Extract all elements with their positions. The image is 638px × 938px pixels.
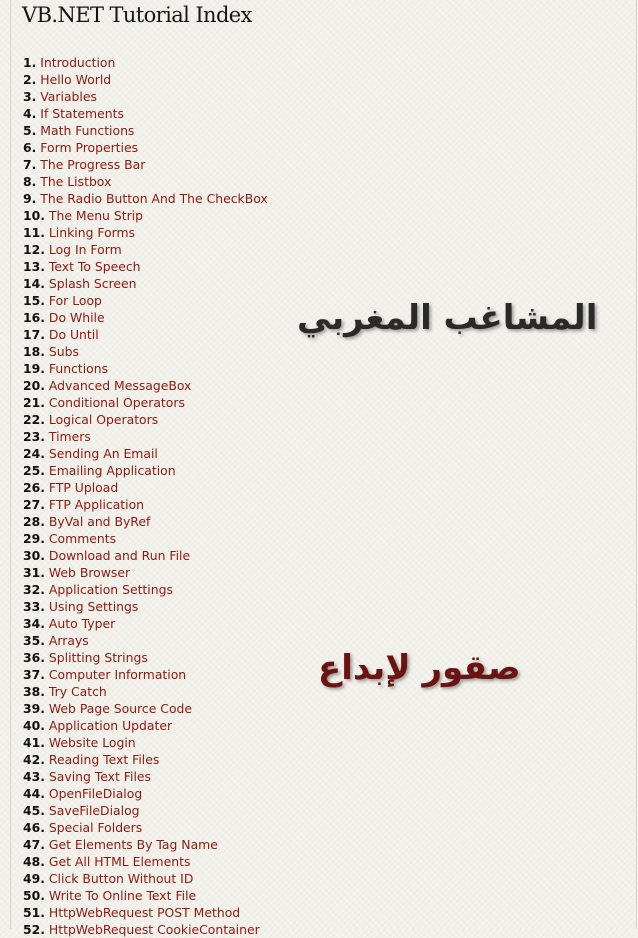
- list-item-number: 20.: [23, 378, 45, 393]
- right-border-line: [636, 0, 637, 929]
- tutorial-link[interactable]: Arrays: [48, 633, 89, 648]
- list-item: [23, 275, 268, 292]
- list-item: [23, 547, 268, 564]
- tutorial-link[interactable]: Math Functions: [40, 123, 135, 138]
- list-item: [23, 54, 268, 71]
- tutorial-link[interactable]: Website Login: [48, 735, 136, 750]
- list-item: [23, 887, 268, 904]
- list-item: [23, 360, 268, 377]
- list-item-number: 32.: [23, 582, 45, 597]
- list-item-number: 41.: [23, 735, 45, 750]
- tutorial-link[interactable]: Subs: [48, 344, 79, 359]
- page-title: VB.NET Tutorial Index: [22, 3, 252, 27]
- tutorial-link[interactable]: Sending An Email: [48, 446, 158, 461]
- tutorial-link[interactable]: Web Browser: [48, 565, 131, 580]
- tutorial-link[interactable]: Functions: [48, 361, 109, 376]
- list-item: [23, 394, 268, 411]
- list-item: [23, 224, 268, 241]
- list-item-number: 14.: [23, 276, 45, 291]
- list-item-number: 5.: [23, 123, 37, 138]
- list-item: [23, 207, 268, 224]
- list-item: [23, 836, 268, 853]
- list-item-number: 36.: [23, 650, 45, 665]
- list-item-number: 13.: [23, 259, 45, 274]
- list-item: [23, 768, 268, 785]
- list-item-number: 24.: [23, 446, 45, 461]
- list-item: [23, 190, 268, 207]
- tutorial-link[interactable]: Special Folders: [48, 820, 143, 835]
- tutorial-link[interactable]: Log In Form: [48, 242, 122, 257]
- list-item-number: 50.: [23, 888, 45, 903]
- list-item: [23, 173, 268, 190]
- list-item: [23, 377, 268, 394]
- list-item-number: 37.: [23, 667, 45, 682]
- list-item-number: 35.: [23, 633, 45, 648]
- list-item: [23, 700, 268, 717]
- list-item-number: 49.: [23, 871, 45, 886]
- tutorial-link[interactable]: Get All HTML Elements: [48, 854, 191, 869]
- list-item-number: 22.: [23, 412, 45, 427]
- list-item-number: 7.: [23, 157, 37, 172]
- list-item: [23, 632, 268, 649]
- list-item: [23, 870, 268, 887]
- tutorial-list: [23, 54, 268, 938]
- list-item: [23, 496, 268, 513]
- tutorial-link[interactable]: HttpWebRequest CookieContainer: [48, 922, 260, 937]
- tutorial-link[interactable]: Application Settings: [48, 582, 173, 597]
- tutorial-link[interactable]: If Statements: [40, 106, 124, 121]
- list-item: [23, 666, 268, 683]
- list-item: [23, 598, 268, 615]
- list-item: [23, 105, 268, 122]
- tutorial-link[interactable]: FTP Upload: [48, 480, 119, 495]
- list-item: [23, 734, 268, 751]
- list-item-number: 9.: [23, 191, 37, 206]
- list-item-number: 16.: [23, 310, 45, 325]
- list-item-number: 29.: [23, 531, 45, 546]
- list-item-number: 12.: [23, 242, 45, 257]
- list-item-number: 42.: [23, 752, 45, 767]
- list-item: [23, 343, 268, 360]
- watermark-text-top: المشاغب المغربي: [297, 298, 598, 338]
- tutorial-link[interactable]: Splash Screen: [48, 276, 137, 291]
- list-item: [23, 564, 268, 581]
- list-item: [23, 615, 268, 632]
- list-item-number: 2.: [23, 72, 37, 87]
- list-item-number: 6.: [23, 140, 37, 155]
- tutorial-link[interactable]: Introduction: [40, 55, 116, 70]
- list-item: [23, 581, 268, 598]
- watermark-text-bottom: صقور لإبداع: [318, 648, 521, 688]
- tutorial-link[interactable]: The Radio Button And The CheckBox: [40, 191, 268, 206]
- list-item-number: 52.: [23, 922, 45, 937]
- tutorial-link[interactable]: Emailing Application: [48, 463, 176, 478]
- list-item: [23, 258, 268, 275]
- list-item: [23, 921, 268, 938]
- tutorial-link[interactable]: Auto Typer: [48, 616, 116, 631]
- list-item: [23, 139, 268, 156]
- list-item: [23, 428, 268, 445]
- list-item: [23, 309, 268, 326]
- tutorial-link[interactable]: Advanced MessageBox: [48, 378, 192, 393]
- list-item-number: 21.: [23, 395, 45, 410]
- list-item-number: 10.: [23, 208, 45, 223]
- tutorial-link[interactable]: Saving Text Files: [48, 769, 151, 784]
- list-item: [23, 326, 268, 343]
- list-item: [23, 241, 268, 258]
- list-item: [23, 530, 268, 547]
- tutorial-link[interactable]: Do While: [48, 310, 105, 325]
- list-item-number: 33.: [23, 599, 45, 614]
- tutorial-link[interactable]: ByVal and ByRef: [48, 514, 151, 529]
- list-item-number: 26.: [23, 480, 45, 495]
- list-item-number: 31.: [23, 565, 45, 580]
- list-item: [23, 445, 268, 462]
- list-item-number: 8.: [23, 174, 37, 189]
- tutorial-link[interactable]: SaveFileDialog: [48, 803, 140, 818]
- tutorial-link[interactable]: OpenFileDialog: [48, 786, 143, 801]
- list-item: [23, 479, 268, 496]
- list-item-number: 27.: [23, 497, 45, 512]
- list-item: [23, 649, 268, 666]
- list-item-number: 34.: [23, 616, 45, 631]
- list-item-number: 18.: [23, 344, 45, 359]
- list-item: [23, 122, 268, 139]
- tutorial-link[interactable]: HttpWebRequest POST Method: [48, 905, 241, 920]
- list-item: [23, 819, 268, 836]
- list-item-number: 23.: [23, 429, 45, 444]
- list-item: [23, 853, 268, 870]
- tutorial-link[interactable]: Using Settings: [48, 599, 139, 614]
- list-item: [23, 751, 268, 768]
- list-item-number: 1.: [23, 55, 37, 70]
- list-item-number: 44.: [23, 786, 45, 801]
- tutorial-link[interactable]: Application Updater: [48, 718, 173, 733]
- list-item-number: 51.: [23, 905, 45, 920]
- tutorial-link[interactable]: Write To Online Text File: [48, 888, 197, 903]
- list-item: [23, 717, 268, 734]
- list-item-number: 11.: [23, 225, 45, 240]
- list-item-number: 3.: [23, 89, 37, 104]
- tutorial-link[interactable]: Do Until: [48, 327, 99, 342]
- list-item: [23, 802, 268, 819]
- tutorial-link[interactable]: Hello World: [40, 72, 112, 87]
- list-item: [23, 785, 268, 802]
- list-item-number: 15.: [23, 293, 45, 308]
- list-item-number: 47.: [23, 837, 45, 852]
- tutorial-link[interactable]: The Progress Bar: [40, 157, 146, 172]
- tutorial-link[interactable]: FTP Application: [48, 497, 145, 512]
- tutorial-link[interactable]: The Listbox: [40, 174, 112, 189]
- tutorial-link[interactable]: Get Elements By Tag Name: [48, 837, 218, 852]
- list-item-number: 38.: [23, 684, 45, 699]
- list-item-number: 28.: [23, 514, 45, 529]
- list-item-number: 43.: [23, 769, 45, 784]
- tutorial-link[interactable]: Web Page Source Code: [48, 701, 193, 716]
- list-item: [23, 411, 268, 428]
- tutorial-link[interactable]: Logical Operators: [48, 412, 159, 427]
- list-item-number: 4.: [23, 106, 37, 121]
- tutorial-link[interactable]: Linking Forms: [48, 225, 136, 240]
- tutorial-link[interactable]: Text To Speech: [48, 259, 141, 274]
- tutorial-link[interactable]: Conditional Operators: [48, 395, 185, 410]
- list-item: [23, 88, 268, 105]
- tutorial-link[interactable]: Variables: [40, 89, 97, 104]
- list-item: [23, 462, 268, 479]
- list-item: [23, 904, 268, 921]
- list-item: [23, 71, 268, 88]
- tutorial-link[interactable]: Splitting Strings: [48, 650, 148, 665]
- tutorial-link[interactable]: Form Properties: [40, 140, 139, 155]
- left-border-line: [10, 0, 11, 929]
- list-item-number: 25.: [23, 463, 45, 478]
- tutorial-link[interactable]: Download and Run File: [48, 548, 191, 563]
- tutorial-link[interactable]: Try Catch: [48, 684, 107, 699]
- tutorial-link[interactable]: Click Button Without ID: [48, 871, 194, 886]
- tutorial-link[interactable]: Comments: [48, 531, 117, 546]
- tutorial-link[interactable]: Computer Information: [48, 667, 187, 682]
- list-item-number: 19.: [23, 361, 45, 376]
- list-item-number: 48.: [23, 854, 45, 869]
- tutorial-link[interactable]: The Menu Strip: [48, 208, 143, 223]
- list-item: [23, 156, 268, 173]
- list-item-number: 46.: [23, 820, 45, 835]
- list-item-number: 45.: [23, 803, 45, 818]
- list-item-number: 40.: [23, 718, 45, 733]
- list-item: [23, 683, 268, 700]
- list-item-number: 39.: [23, 701, 45, 716]
- list-item: [23, 513, 268, 530]
- list-item-number: 17.: [23, 327, 45, 342]
- list-item-number: 30.: [23, 548, 45, 563]
- tutorial-link[interactable]: Reading Text Files: [48, 752, 160, 767]
- tutorial-link[interactable]: For Loop: [48, 293, 102, 308]
- list-item: [23, 292, 268, 309]
- tutorial-link[interactable]: Timers: [48, 429, 91, 444]
